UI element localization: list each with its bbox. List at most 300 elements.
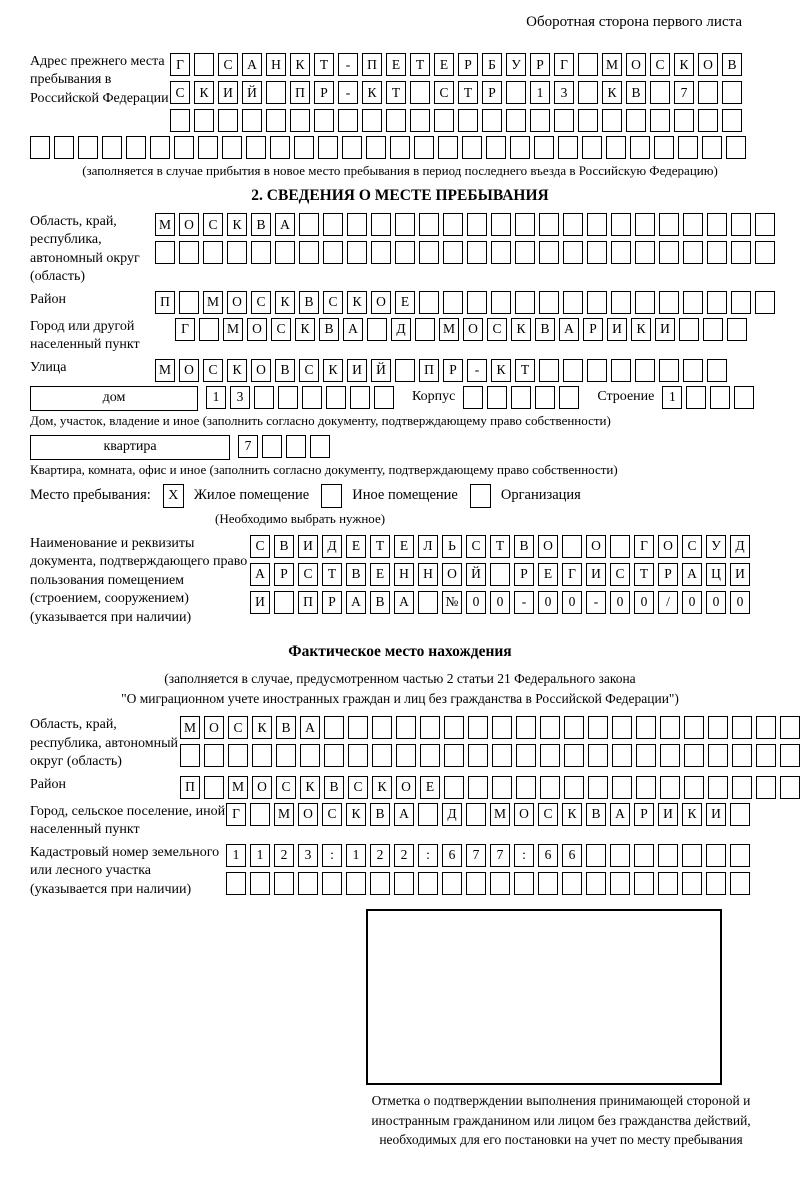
char-cell [515, 291, 535, 314]
char-cell [78, 136, 98, 159]
char-cell [630, 136, 650, 159]
char-cell: 7 [466, 844, 486, 867]
char-cell [730, 844, 750, 867]
char-cell [299, 241, 319, 264]
char-cell: 0 [562, 591, 582, 614]
char-cell: С [250, 535, 270, 558]
char-cell [678, 136, 698, 159]
char-cell [418, 591, 438, 614]
char-cell: И [655, 318, 675, 341]
char-cell [491, 291, 511, 314]
char-cell: Р [583, 318, 603, 341]
char-cell: С [203, 359, 223, 382]
char-cell: С [650, 53, 670, 76]
char-cell: Р [658, 563, 678, 586]
char-cell [756, 716, 776, 739]
apartment-box: квартира [30, 435, 230, 460]
char-cell [266, 109, 286, 132]
char-row [180, 716, 800, 739]
char-cell: 2 [274, 844, 294, 867]
char-cell [395, 241, 415, 264]
char-cell: : [322, 844, 342, 867]
char-cell [706, 844, 726, 867]
char-cell: Р [482, 81, 502, 104]
option-other-premises-label: Иное помещение [352, 487, 458, 504]
prev-address-field [30, 53, 800, 132]
char-cell [558, 136, 578, 159]
char-cell: - [514, 591, 534, 614]
char-cell [204, 744, 224, 767]
char-cell [506, 109, 526, 132]
char-cell: Г [634, 535, 654, 558]
actual-location-note-2: "О миграционном учете иностранных граждан и лиц без гражданства в Российской Федерации") [121, 690, 679, 706]
char-cell: 1 [206, 386, 226, 409]
char-cell [314, 109, 334, 132]
actual-location-note-1: (заполняется в случае, предусмотренном частью 2 статьи 21 Федерального закона [164, 671, 636, 687]
char-cell [246, 136, 266, 159]
char-cell: И [298, 535, 318, 558]
char-cell [635, 213, 655, 236]
char-cell [486, 136, 506, 159]
char-cell: М [439, 318, 459, 341]
stamp-caption: Отметка о подтверждении выполнения принимающей стороной и иностранным гражданином или лицом без гражданства действий, необходимых для его постановки на учет по месту пребывания [371, 1093, 751, 1148]
char-cell [318, 136, 338, 159]
char-cell [198, 136, 218, 159]
char-cell: С [610, 563, 630, 586]
char-cell [467, 291, 487, 314]
char-cell: 0 [610, 591, 630, 614]
char-cell [443, 291, 463, 314]
char-cell: К [511, 318, 531, 341]
place-type-hint: (Необходимо выбрать нужное) [215, 510, 386, 526]
char-cell [731, 291, 751, 314]
char-cell [414, 136, 434, 159]
char-cell [707, 359, 727, 382]
char-cell [539, 213, 559, 236]
option-organization-label: Организация [500, 487, 581, 504]
char-cell: Д [322, 535, 342, 558]
char-cell [732, 744, 752, 767]
char-cell: Р [458, 53, 478, 76]
char-cell: О [626, 53, 646, 76]
char-cell [730, 803, 750, 826]
char-cell [420, 716, 440, 739]
char-cell [467, 213, 487, 236]
char-cell [218, 109, 238, 132]
char-cell [587, 359, 607, 382]
char-cell [540, 776, 560, 799]
char-cell [636, 776, 656, 799]
char-cell [530, 109, 550, 132]
char-cell: М [490, 803, 510, 826]
char-cell [660, 716, 680, 739]
char-cell: М [228, 776, 248, 799]
char-cell: П [362, 53, 382, 76]
char-cell [466, 872, 486, 895]
char-cell: К [290, 53, 310, 76]
char-cell: К [562, 803, 582, 826]
char-cell: О [463, 318, 483, 341]
char-cell: С [298, 563, 318, 586]
actual-region-label: Область, край, республика, автономный округ (область) [30, 717, 179, 770]
char-cell [539, 241, 559, 264]
char-cell [756, 776, 776, 799]
char-cell [395, 213, 415, 236]
char-cell [324, 716, 344, 739]
char-cell: 0 [634, 591, 654, 614]
char-cell: О [538, 535, 558, 558]
char-cell [420, 744, 440, 767]
char-cell [342, 136, 362, 159]
char-cell [635, 359, 655, 382]
char-cell [179, 241, 199, 264]
char-cell [731, 241, 751, 264]
char-cell [346, 872, 366, 895]
char-cell: Б [482, 53, 502, 76]
char-cell [588, 776, 608, 799]
char-cell [727, 318, 747, 341]
char-cell [578, 53, 598, 76]
char-cell [458, 109, 478, 132]
char-cell: Т [386, 81, 406, 104]
char-cell [418, 872, 438, 895]
place-type-row [30, 484, 800, 508]
char-cell [587, 291, 607, 314]
char-cell: - [338, 53, 358, 76]
char-cell [242, 109, 262, 132]
char-cell: 3 [298, 844, 318, 867]
char-cell [538, 872, 558, 895]
char-cell [540, 744, 560, 767]
char-cell [390, 136, 410, 159]
char-cell [226, 872, 246, 895]
char-cell [610, 872, 630, 895]
char-cell: С [203, 213, 223, 236]
char-cell [698, 81, 718, 104]
char-cell [338, 109, 358, 132]
char-row [250, 563, 754, 586]
char-cell [274, 591, 294, 614]
char-cell [410, 81, 430, 104]
char-cell [250, 803, 270, 826]
district-label: Район [30, 291, 66, 307]
char-cell: Н [418, 563, 438, 586]
char-cell [634, 844, 654, 867]
char-cell: С [323, 291, 343, 314]
char-row [250, 591, 754, 614]
char-cell [611, 241, 631, 264]
char-cell [683, 359, 703, 382]
char-cell: Г [226, 803, 246, 826]
char-cell [586, 844, 606, 867]
char-cell: Г [175, 318, 195, 341]
char-cell: 3 [554, 81, 574, 104]
house-box: дом [30, 386, 198, 411]
char-cell [491, 241, 511, 264]
char-cell [635, 241, 655, 264]
char-cell: С [170, 81, 190, 104]
char-cell [707, 241, 727, 264]
char-cell [347, 213, 367, 236]
char-cell: Е [395, 291, 415, 314]
char-cell: С [299, 359, 319, 382]
char-cell [252, 744, 272, 767]
char-cell [194, 53, 214, 76]
char-cell: - [338, 81, 358, 104]
house-row [30, 386, 800, 411]
char-cell: Р [634, 803, 654, 826]
char-cell [326, 386, 346, 409]
char-cell [371, 241, 391, 264]
char-cell: М [155, 359, 175, 382]
char-cell [588, 744, 608, 767]
char-cell [492, 776, 512, 799]
actual-city-field [30, 803, 800, 840]
char-cell: 1 [250, 844, 270, 867]
char-cell [535, 386, 555, 409]
char-cell: Т [410, 53, 430, 76]
char-cell [686, 386, 706, 409]
char-cell: И [730, 563, 750, 586]
char-cell: В [299, 291, 319, 314]
char-cell [634, 872, 654, 895]
char-cell: - [467, 359, 487, 382]
char-cell: М [274, 803, 294, 826]
city-field [30, 318, 800, 355]
char-cell [492, 744, 512, 767]
char-cell [564, 716, 584, 739]
char-cell: Т [515, 359, 535, 382]
char-cell: Р [314, 81, 334, 104]
char-cell: И [347, 359, 367, 382]
char-cell: М [223, 318, 243, 341]
char-cell: С [322, 803, 342, 826]
cadastral-field [30, 844, 800, 899]
char-cell [372, 716, 392, 739]
char-cell: Р [274, 563, 294, 586]
char-cell [515, 213, 535, 236]
char-row [180, 744, 800, 767]
char-cell: - [586, 591, 606, 614]
char-cell [323, 241, 343, 264]
char-cell [323, 213, 343, 236]
apartment-row [30, 435, 800, 460]
char-cell [611, 359, 631, 382]
char-cell [602, 109, 622, 132]
char-cell [578, 81, 598, 104]
char-cell: 0 [682, 591, 702, 614]
actual-location-title: Фактическое место нахождения [288, 643, 512, 661]
char-cell [419, 213, 439, 236]
char-cell: Й [371, 359, 391, 382]
char-cell: И [250, 591, 270, 614]
char-cell [612, 776, 632, 799]
char-cell: 1 [346, 844, 366, 867]
char-cell [732, 716, 752, 739]
char-cell [755, 241, 775, 264]
char-cell: В [586, 803, 606, 826]
char-cell [482, 109, 502, 132]
char-row [170, 81, 746, 104]
char-cell: : [418, 844, 438, 867]
char-cell: К [227, 213, 247, 236]
char-cell [54, 136, 74, 159]
char-cell [658, 844, 678, 867]
char-cell: О [698, 53, 718, 76]
char-cell [635, 291, 655, 314]
char-cell [492, 716, 512, 739]
char-cell: О [396, 776, 416, 799]
char-cell: А [394, 803, 414, 826]
char-row [170, 109, 746, 132]
char-cell: 1 [226, 844, 246, 867]
char-cell: 6 [562, 844, 582, 867]
char-cell: Т [490, 535, 510, 558]
char-cell [415, 318, 435, 341]
char-cell [347, 241, 367, 264]
char-cell: И [658, 803, 678, 826]
char-cell [126, 136, 146, 159]
char-cell: К [347, 291, 367, 314]
char-cell: О [204, 716, 224, 739]
char-cell [266, 81, 286, 104]
char-cell [698, 109, 718, 132]
char-cell: О [514, 803, 534, 826]
char-cell [755, 213, 775, 236]
char-row [463, 386, 583, 409]
header-note: Оборотная сторона первого листа [526, 14, 742, 30]
char-cell [395, 359, 415, 382]
char-cell [510, 136, 530, 159]
char-cell: О [298, 803, 318, 826]
char-cell [722, 81, 742, 104]
char-cell [443, 241, 463, 264]
char-cell: К [682, 803, 702, 826]
char-cell: 0 [706, 591, 726, 614]
char-cell [654, 136, 674, 159]
char-cell [708, 744, 728, 767]
char-cell [324, 744, 344, 767]
char-cell: В [370, 591, 390, 614]
char-cell [636, 716, 656, 739]
char-cell: Н [266, 53, 286, 76]
char-cell: 1 [530, 81, 550, 104]
char-cell: Г [554, 53, 574, 76]
char-cell [396, 716, 416, 739]
char-cell [262, 435, 282, 458]
char-cell [554, 109, 574, 132]
char-cell: Й [466, 563, 486, 586]
char-cell: С [228, 716, 248, 739]
char-cell [684, 716, 704, 739]
char-cell: 7 [238, 435, 258, 458]
char-cell: О [247, 318, 267, 341]
district-field [30, 291, 800, 314]
apartment-caption: Квартира, комната, офис и иное (заполнить согласно документу, подтверждающему право собственности) [30, 461, 618, 477]
char-cell: О [179, 359, 199, 382]
char-cell: С [538, 803, 558, 826]
char-cell [683, 291, 703, 314]
char-cell: Д [442, 803, 462, 826]
char-cell [491, 213, 511, 236]
char-cell [278, 386, 298, 409]
char-cell [462, 136, 482, 159]
char-cell [516, 776, 536, 799]
char-cell [348, 744, 368, 767]
char-cell: К [602, 81, 622, 104]
char-cell [539, 291, 559, 314]
street-field [30, 359, 800, 382]
char-cell [755, 291, 775, 314]
char-cell [780, 776, 800, 799]
city-label: Город или другой населенный пункт [30, 318, 140, 353]
char-cell [438, 136, 458, 159]
char-cell [276, 744, 296, 767]
char-cell [626, 109, 646, 132]
char-cell: А [250, 563, 270, 586]
char-cell: В [319, 318, 339, 341]
char-cell [562, 872, 582, 895]
char-cell: 7 [490, 844, 510, 867]
char-cell [299, 213, 319, 236]
char-cell [468, 716, 488, 739]
char-cell [294, 136, 314, 159]
char-cell: С [434, 81, 454, 104]
char-cell [730, 872, 750, 895]
char-cell: Р [322, 591, 342, 614]
char-cell: А [343, 318, 363, 341]
char-cell [726, 136, 746, 159]
char-cell: П [298, 591, 318, 614]
char-cell [348, 716, 368, 739]
char-cell: К [194, 81, 214, 104]
checkbox-other-premises [321, 484, 342, 508]
char-row [170, 53, 746, 76]
char-cell [612, 716, 632, 739]
char-cell [362, 109, 382, 132]
char-cell [564, 776, 584, 799]
char-cell [286, 435, 306, 458]
char-cell: К [372, 776, 392, 799]
char-cell [366, 136, 386, 159]
char-cell: Д [730, 535, 750, 558]
char-cell: : [514, 844, 534, 867]
char-cell: С [251, 291, 271, 314]
char-cell [194, 109, 214, 132]
char-cell: Г [562, 563, 582, 586]
char-cell [707, 213, 727, 236]
char-cell [682, 844, 702, 867]
char-cell: С [271, 318, 291, 341]
char-cell: К [631, 318, 651, 341]
char-cell: 1 [662, 386, 682, 409]
korpus-label: Корпус [412, 388, 456, 404]
char-row [180, 776, 800, 799]
char-cell: О [658, 535, 678, 558]
char-cell [179, 291, 199, 314]
char-cell: Н [394, 563, 414, 586]
char-row [226, 872, 754, 895]
char-cell [722, 109, 742, 132]
char-cell: А [300, 716, 320, 739]
char-cell: 6 [442, 844, 462, 867]
char-cell: А [394, 591, 414, 614]
char-cell [516, 716, 536, 739]
actual-district-field [30, 776, 800, 799]
stamp-box [366, 909, 722, 1085]
char-cell [372, 744, 392, 767]
char-row [175, 318, 751, 341]
